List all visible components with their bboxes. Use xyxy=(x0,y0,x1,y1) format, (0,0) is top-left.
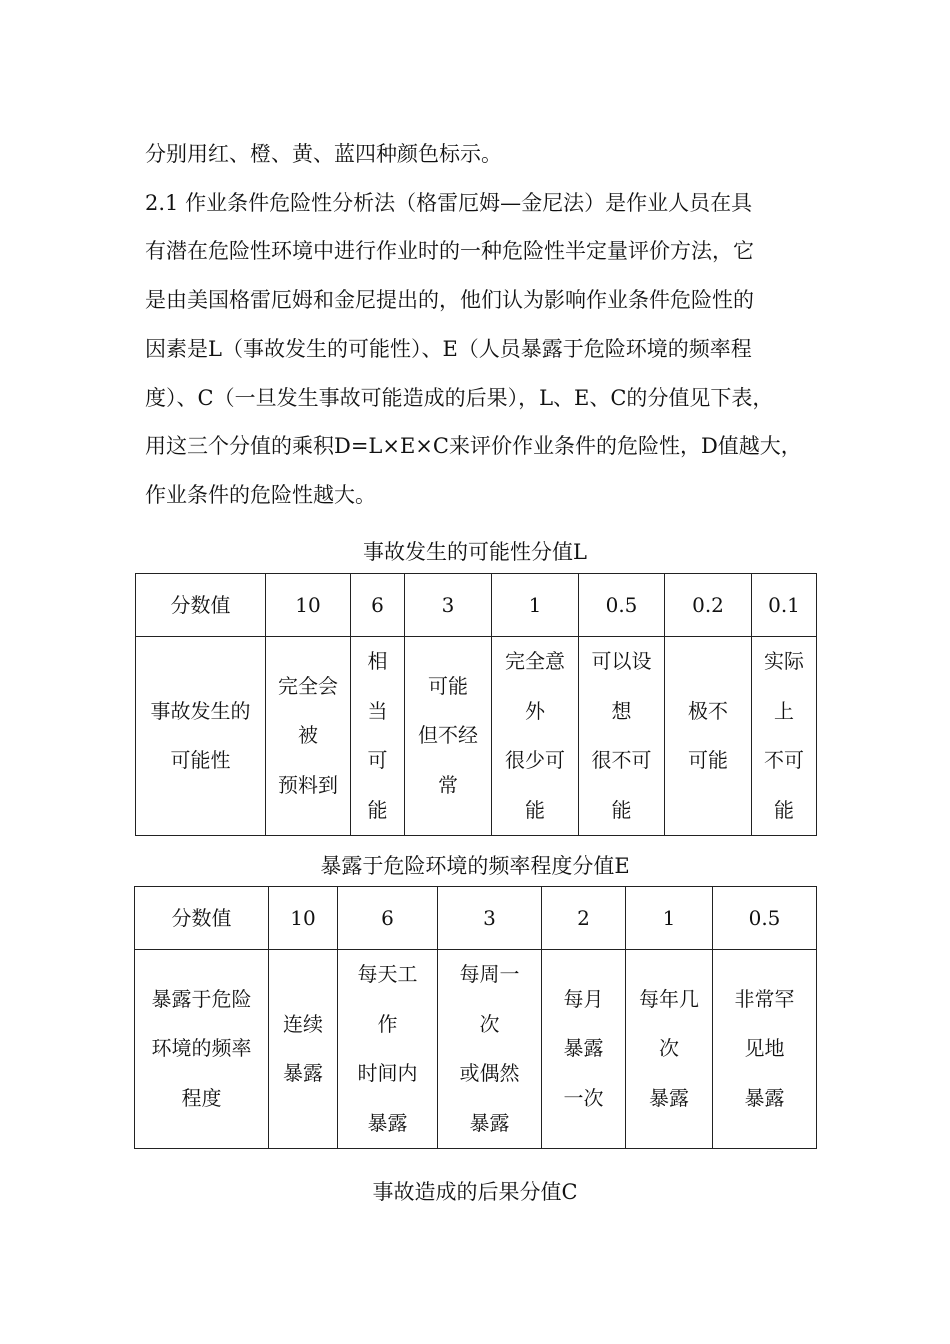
description-line: 见地 xyxy=(744,1036,785,1061)
description-line: 当 xyxy=(367,698,388,723)
description-line: 暴露 xyxy=(649,1085,689,1110)
description-line: 常 xyxy=(438,772,458,797)
description-cell xyxy=(752,637,817,836)
description-line: 极不 xyxy=(688,698,728,723)
score-cell: 6 xyxy=(338,887,438,950)
description-line: 相 xyxy=(367,649,388,673)
description-cell xyxy=(579,637,665,836)
score-cell: 0.5 xyxy=(713,887,817,950)
paragraph-line: 度）、C（一旦发生事故可能造成的后果），L、E、C的分值见下表， xyxy=(145,385,774,410)
description-cell xyxy=(405,637,492,836)
description-line: 暴露 xyxy=(367,1110,408,1135)
table-l-caption: 事故发生的可能性分值L xyxy=(363,540,587,564)
paragraph-line: 有潜在危险性环境中进行作业时的一种危险性半定量评价方法，它 xyxy=(145,239,754,264)
paragraph-line: 因素是L（事故发生的可能性）、E（人员暴露于危险环境的频率程 xyxy=(145,336,752,361)
score-cell: 2 xyxy=(542,887,626,950)
score-cell: 3 xyxy=(438,887,542,950)
table-c-caption: 事故造成的后果分值C xyxy=(372,1180,578,1204)
row-label-cell xyxy=(135,950,269,1149)
description-line: 能 xyxy=(611,797,632,822)
description-line: 可以设 xyxy=(591,649,652,673)
description-line: 很少可 xyxy=(505,748,565,772)
description-line: 暴露 xyxy=(283,1061,323,1085)
paragraph-line: 是由美国格雷厄姆和金尼提出的，他们认为影响作业条件危险性的 xyxy=(145,288,754,313)
score-cell: 0.2 xyxy=(665,574,752,637)
description-line: 完全会 xyxy=(278,673,338,698)
score-row xyxy=(135,887,817,950)
description-line: 可能 xyxy=(428,673,468,698)
row-label-line: 暴露于危险 xyxy=(151,986,252,1011)
description-cell xyxy=(492,637,579,836)
score-cell: 0.1 xyxy=(752,574,817,637)
likelihood-table xyxy=(135,573,817,836)
description-line: 被 xyxy=(298,723,318,748)
description-line: 但不经 xyxy=(418,723,478,748)
description-cell xyxy=(266,637,351,836)
description-line: 可能 xyxy=(688,748,728,772)
description-line: 可 xyxy=(367,748,388,772)
score-cell: 6 xyxy=(351,574,405,637)
exposure-table xyxy=(134,886,817,1149)
description-line: 每天工 xyxy=(357,962,418,986)
description-line: 预料到 xyxy=(278,772,338,797)
description-line: 很不可 xyxy=(591,748,652,772)
paragraph-line: 分别用红、橙、黄、蓝四种颜色标示。 xyxy=(145,142,502,166)
description-line: 不可 xyxy=(764,748,804,772)
description-row xyxy=(136,637,817,836)
description-cell xyxy=(665,637,752,836)
description-cell xyxy=(351,637,405,836)
description-cell xyxy=(269,950,338,1149)
description-cell xyxy=(438,950,542,1149)
score-cell: 3 xyxy=(405,574,492,637)
score-cell: 1 xyxy=(492,574,579,637)
description-line: 完全意 xyxy=(505,649,565,673)
score-cell: 1 xyxy=(626,887,713,950)
description-line: 实际 xyxy=(764,649,804,673)
description-line: 能 xyxy=(367,797,388,822)
description-cell xyxy=(542,950,626,1149)
description-line: 每月 xyxy=(563,986,604,1011)
description-line: 暴露 xyxy=(469,1110,510,1135)
row-label-line: 程度 xyxy=(181,1085,222,1110)
description-line: 能 xyxy=(774,797,794,822)
description-line: 时间内 xyxy=(357,1061,418,1085)
row-label-cell xyxy=(136,637,266,836)
description-row xyxy=(135,950,817,1149)
description-line: 暴露 xyxy=(563,1036,604,1061)
description-line: 能 xyxy=(525,797,545,822)
score-cell: 0.5 xyxy=(579,574,665,637)
score-header-label: 分数值 xyxy=(136,574,266,637)
description-line: 作 xyxy=(377,1011,398,1036)
score-cell: 10 xyxy=(266,574,351,637)
description-line: 一次 xyxy=(563,1085,604,1110)
description-cell xyxy=(713,950,817,1149)
description-line: 连续 xyxy=(283,1011,323,1036)
row-label-line: 事故发生的 xyxy=(150,698,251,723)
description-line: 次 xyxy=(659,1036,679,1061)
table-e-caption: 暴露于危险环境的频率程度分值E xyxy=(320,854,630,878)
row-label-line: 可能性 xyxy=(170,748,231,772)
description-line: 想 xyxy=(611,698,632,723)
intro-paragraph xyxy=(145,130,825,520)
description-line: 每周一 xyxy=(459,962,520,986)
description-line: 次 xyxy=(479,1011,500,1036)
description-cell xyxy=(626,950,713,1149)
description-line: 每年几 xyxy=(639,986,699,1011)
description-cell xyxy=(338,950,438,1149)
score-header-label: 分数值 xyxy=(135,887,269,950)
description-line: 上 xyxy=(774,698,794,723)
description-line: 外 xyxy=(525,698,545,723)
description-line: 或偶然 xyxy=(459,1061,520,1085)
score-cell: 10 xyxy=(269,887,338,950)
score-row xyxy=(136,574,817,637)
description-line: 暴露 xyxy=(744,1085,785,1110)
description-line: 非常罕 xyxy=(734,986,795,1011)
paragraph-line: 用这三个分值的乘积D=L×E×C来评价作业条件的危险性，D值越大， xyxy=(145,434,802,459)
paragraph-line: 作业条件的危险性越大。 xyxy=(145,482,376,507)
row-label-line: 环境的频率 xyxy=(151,1036,252,1061)
paragraph-line: 2.1 作业条件危险性分析法（格雷厄姆—金尼法）是作业人员在具 xyxy=(145,190,753,215)
